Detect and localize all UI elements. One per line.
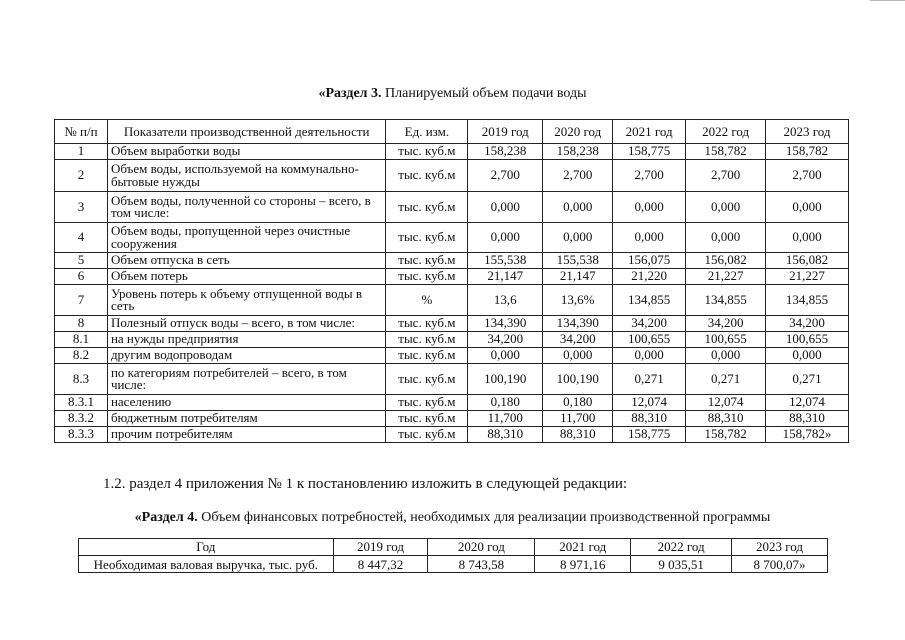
table-cell: 100,655 bbox=[613, 332, 686, 348]
scan-artifact bbox=[870, 0, 905, 1]
row-number: 8.3.2 bbox=[55, 411, 108, 427]
table-cell: 34,200 bbox=[686, 316, 766, 332]
table-cell: 158,782 bbox=[766, 144, 849, 160]
row-label: другим водопроводам bbox=[107, 348, 386, 364]
table-cell: 0,000 bbox=[613, 192, 686, 223]
section-4-prefix: «Раздел 4. bbox=[134, 510, 198, 525]
table-cell: 0,000 bbox=[766, 192, 849, 223]
unit-cell: тыс. куб.м bbox=[386, 411, 468, 427]
row-label: бюджетным потребителям bbox=[107, 411, 386, 427]
table-header-row bbox=[79, 539, 828, 556]
row-number: 2 bbox=[55, 160, 108, 192]
table-cell: 156,082 bbox=[686, 253, 766, 269]
table-row bbox=[55, 144, 849, 160]
table-cell: 34,200 bbox=[543, 332, 613, 348]
table-cell: 134,855 bbox=[766, 285, 849, 316]
unit-cell: тыс. куб.м bbox=[386, 269, 468, 285]
table-cell: 0,000 bbox=[543, 223, 613, 253]
table-cell: 0,180 bbox=[468, 395, 543, 411]
table-cell: 8 447,32 bbox=[333, 556, 428, 573]
unit-cell: тыс. куб.м bbox=[386, 427, 468, 443]
table-cell: 158,782 bbox=[686, 427, 766, 443]
table-cell: 21,147 bbox=[543, 269, 613, 285]
row-label: Необходимая валовая выручка, тыс. руб. bbox=[79, 556, 334, 573]
table-cell: 2,700 bbox=[468, 160, 543, 192]
table-cell: 0,271 bbox=[613, 364, 686, 395]
table-cell: 2,700 bbox=[543, 160, 613, 192]
table-cell: 0,000 bbox=[543, 192, 613, 223]
table-cell: 0,000 bbox=[686, 223, 766, 253]
row-label: по категориям потребителей – всего, в том числе: bbox=[107, 364, 386, 395]
table-cell: 8 700,07» bbox=[732, 556, 828, 573]
table-cell: 21,147 bbox=[468, 269, 543, 285]
table-row bbox=[55, 332, 849, 348]
section-3-prefix: «Раздел 3. bbox=[318, 86, 382, 101]
table-cell: 0,000 bbox=[766, 223, 849, 253]
unit-cell: % bbox=[386, 285, 468, 316]
table-cell: 0,271 bbox=[686, 364, 766, 395]
table-row bbox=[55, 285, 849, 316]
table-cell: 2,700 bbox=[686, 160, 766, 192]
col-header: 2020 год bbox=[543, 120, 613, 144]
unit-cell: тыс. куб.м bbox=[386, 332, 468, 348]
table-cell: 13,6% bbox=[543, 285, 613, 316]
section-3-heading bbox=[0, 86, 905, 102]
table-cell: 100,190 bbox=[543, 364, 613, 395]
row-label: населению bbox=[107, 395, 386, 411]
unit-cell: тыс. куб.м bbox=[386, 223, 468, 253]
table-cell: 21,227 bbox=[766, 269, 849, 285]
water-supply-table bbox=[54, 119, 849, 443]
table-row bbox=[55, 160, 849, 192]
row-label: Полезный отпуск воды – всего, в том числе: bbox=[107, 316, 386, 332]
row-number: 8.2 bbox=[55, 348, 108, 364]
table-cell: 12,074 bbox=[686, 395, 766, 411]
col-header: 2023 год bbox=[766, 120, 849, 144]
col-header: 2022 год bbox=[631, 539, 732, 556]
table-cell: 100,655 bbox=[686, 332, 766, 348]
table-cell: 34,200 bbox=[613, 316, 686, 332]
unit-cell: тыс. куб.м bbox=[386, 144, 468, 160]
col-header: 2022 год bbox=[686, 120, 766, 144]
table-row bbox=[55, 269, 849, 285]
table-cell: 158,238 bbox=[543, 144, 613, 160]
table-cell: 134,390 bbox=[468, 316, 543, 332]
row-label: Уровень потерь к объему отпущенной воды в сеть bbox=[107, 285, 386, 316]
table-cell: 88,310 bbox=[686, 411, 766, 427]
row-label: Объем выработки воды bbox=[107, 144, 386, 160]
unit-cell: тыс. куб.м bbox=[386, 395, 468, 411]
row-number: 8.3.3 bbox=[55, 427, 108, 443]
table-cell: 0,000 bbox=[686, 192, 766, 223]
table-cell: 158,775 bbox=[613, 427, 686, 443]
unit-cell: тыс. куб.м bbox=[386, 253, 468, 269]
amendment-paragraph: 1.2. раздел 4 приложения № 1 к постановлению изложить в следующей редакции: bbox=[103, 476, 628, 492]
table-cell: 12,074 bbox=[766, 395, 849, 411]
table-cell: 34,200 bbox=[468, 332, 543, 348]
unit-cell: тыс. куб.м bbox=[386, 192, 468, 223]
row-label: Объем воды, пропущенной через очистные сооружения bbox=[107, 223, 386, 253]
section-4-title: Объем финансовых потребностей, необходимых для реализации производственной программы bbox=[201, 510, 771, 525]
row-label: Объем воды, полученной со стороны – всего, в том числе: bbox=[107, 192, 386, 223]
table-cell: 134,390 bbox=[543, 316, 613, 332]
table-cell: 34,200 bbox=[766, 316, 849, 332]
table-row bbox=[55, 411, 849, 427]
table-cell: 13,6 bbox=[468, 285, 543, 316]
table-row bbox=[55, 316, 849, 332]
table-row bbox=[79, 556, 828, 573]
unit-cell: тыс. куб.м bbox=[386, 364, 468, 395]
row-number: 5 bbox=[55, 253, 108, 269]
unit-cell: тыс. куб.м bbox=[386, 348, 468, 364]
table-cell: 12,074 bbox=[613, 395, 686, 411]
section-4-heading bbox=[0, 510, 905, 526]
col-header: Ед. изм. bbox=[386, 120, 468, 144]
col-header: 2021 год bbox=[613, 120, 686, 144]
table-cell: 155,538 bbox=[543, 253, 613, 269]
row-label: Объем потерь bbox=[107, 269, 386, 285]
table-cell: 0,180 bbox=[543, 395, 613, 411]
row-number: 8 bbox=[55, 316, 108, 332]
table-cell: 88,310 bbox=[613, 411, 686, 427]
table-cell: 9 035,51 bbox=[631, 556, 732, 573]
table-row bbox=[55, 364, 849, 395]
col-header: Показатели производственной деятельности bbox=[107, 120, 386, 144]
table-header-row bbox=[55, 120, 849, 144]
col-header: № п/п bbox=[55, 120, 108, 144]
row-number: 7 bbox=[55, 285, 108, 316]
table-cell: 0,271 bbox=[766, 364, 849, 395]
table-cell: 8 971,16 bbox=[535, 556, 631, 573]
row-number: 8.1 bbox=[55, 332, 108, 348]
table-cell: 88,310 bbox=[543, 427, 613, 443]
table-cell: 2,700 bbox=[766, 160, 849, 192]
unit-cell: тыс. куб.м bbox=[386, 160, 468, 192]
table-cell: 100,190 bbox=[468, 364, 543, 395]
table-cell: 0,000 bbox=[468, 348, 543, 364]
table-cell: 156,075 bbox=[613, 253, 686, 269]
table-cell: 21,220 bbox=[613, 269, 686, 285]
table-cell: 155,538 bbox=[468, 253, 543, 269]
table-cell: 0,000 bbox=[686, 348, 766, 364]
financial-needs-table bbox=[78, 538, 828, 573]
table-cell: 0,000 bbox=[468, 192, 543, 223]
table-row bbox=[55, 395, 849, 411]
table-cell: 2,700 bbox=[613, 160, 686, 192]
table-cell: 158,782» bbox=[766, 427, 849, 443]
row-number: 6 bbox=[55, 269, 108, 285]
table-cell: 11,700 bbox=[468, 411, 543, 427]
table-cell: 156,082 bbox=[766, 253, 849, 269]
table-cell: 158,782 bbox=[686, 144, 766, 160]
col-header: 2020 год bbox=[428, 539, 535, 556]
col-header: 2019 год bbox=[468, 120, 543, 144]
row-label: на нужды предприятия bbox=[107, 332, 386, 348]
row-number: 8.3.1 bbox=[55, 395, 108, 411]
table-cell: 88,310 bbox=[468, 427, 543, 443]
table-cell: 11,700 bbox=[543, 411, 613, 427]
table-row bbox=[55, 223, 849, 253]
table-cell: 21,227 bbox=[686, 269, 766, 285]
row-label: Объем воды, используемой на коммунально-бытовые нужды bbox=[107, 160, 386, 192]
row-label: прочим потребителям bbox=[107, 427, 386, 443]
table-cell: 88,310 bbox=[766, 411, 849, 427]
table-cell: 0,000 bbox=[613, 223, 686, 253]
table-cell: 8 743,58 bbox=[428, 556, 535, 573]
section-3-title: Планируемый объем подачи воды bbox=[385, 86, 587, 101]
row-number: 4 bbox=[55, 223, 108, 253]
table-row bbox=[55, 192, 849, 223]
col-header: 2019 год bbox=[333, 539, 428, 556]
table-cell: 0,000 bbox=[468, 223, 543, 253]
col-header: Год bbox=[79, 539, 334, 556]
table-row bbox=[55, 253, 849, 269]
row-number: 1 bbox=[55, 144, 108, 160]
table-cell: 134,855 bbox=[686, 285, 766, 316]
table-row bbox=[55, 348, 849, 364]
table-row bbox=[55, 427, 849, 443]
table-cell: 134,855 bbox=[613, 285, 686, 316]
col-header: 2023 год bbox=[732, 539, 828, 556]
table-cell: 158,775 bbox=[613, 144, 686, 160]
table-cell: 100,655 bbox=[766, 332, 849, 348]
row-number: 8.3 bbox=[55, 364, 108, 395]
col-header: 2021 год bbox=[535, 539, 631, 556]
table-cell: 0,000 bbox=[543, 348, 613, 364]
row-number: 3 bbox=[55, 192, 108, 223]
unit-cell: тыс. куб.м bbox=[386, 316, 468, 332]
table-cell: 0,000 bbox=[613, 348, 686, 364]
table-cell: 158,238 bbox=[468, 144, 543, 160]
table-cell: 0,000 bbox=[766, 348, 849, 364]
row-label: Объем отпуска в сеть bbox=[107, 253, 386, 269]
